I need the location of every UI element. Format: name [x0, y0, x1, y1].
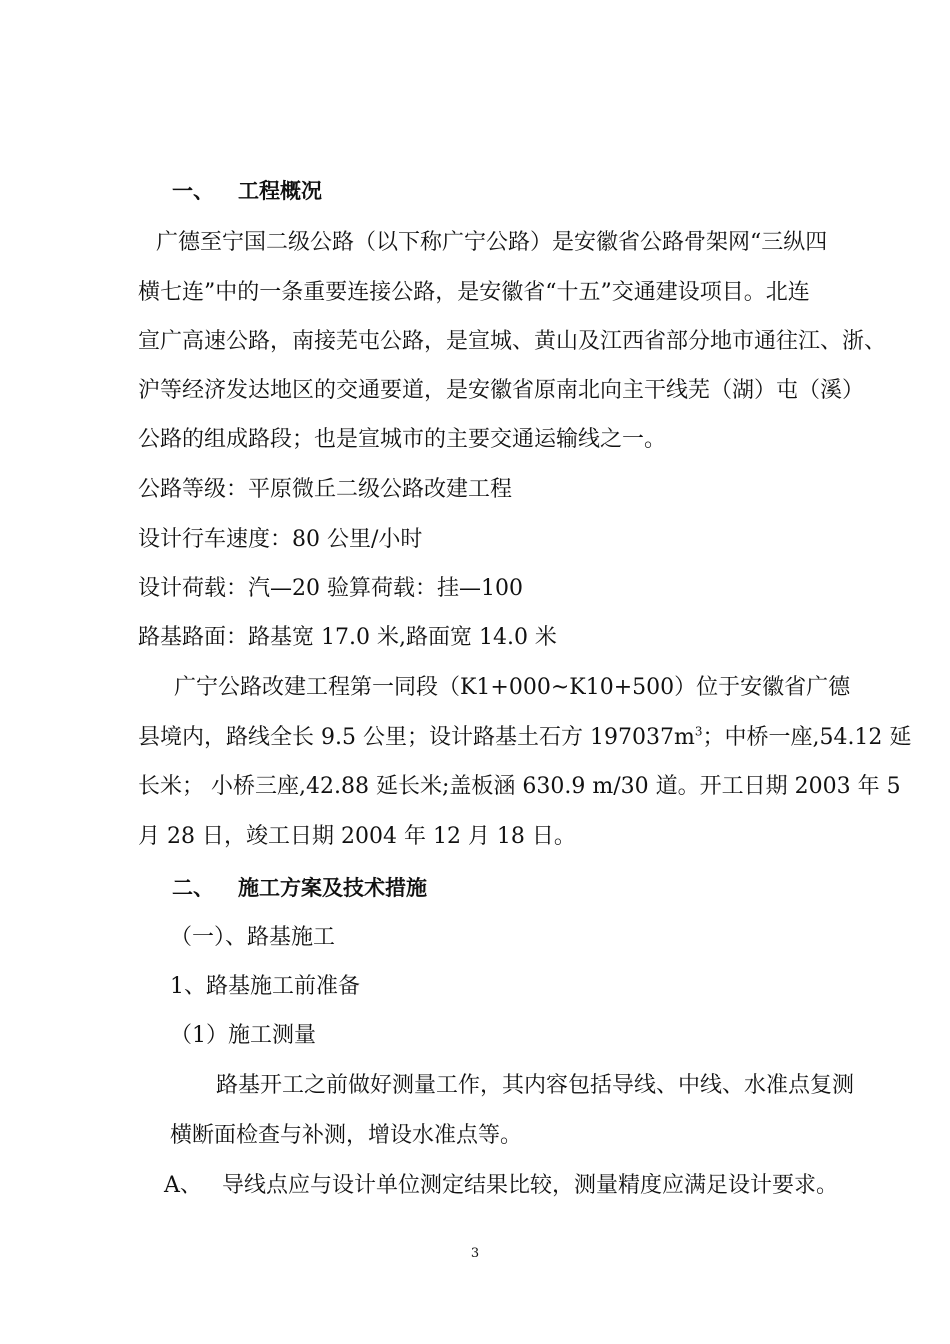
text-segment: ；中桥一座,54.12 延 — [702, 725, 912, 750]
paragraph-line: 月 28 日，竣工日期 2004 年 12 月 18 日。 — [138, 824, 576, 849]
spec-line: 公路等级：平原微丘二级公路改建工程 — [138, 477, 513, 502]
section-title: 工程概况 — [238, 179, 322, 203]
paragraph-line: 广宁公路改建工程第一同段（K1+000~K10+500）位于安徽省广德 — [174, 675, 851, 700]
subheading: （一）、路基施工 — [170, 925, 336, 950]
page-number: 3 — [470, 1246, 480, 1261]
paragraph-line: 广德至宁国二级公路（以下称广宁公路）是安徽省公路骨架网“三纵四 — [156, 230, 828, 255]
paragraph-line: 沪等经济发达地区的交通要道，是安徽省原南北向主干线芜（湖）屯（溪） — [138, 378, 865, 403]
superscript: 3 — [694, 724, 703, 739]
spec-line: 设计荷载：汽—20 验算荷载：挂—100 — [138, 576, 523, 601]
paragraph-line: 长米； 小桥三座,42.88 延长米;盖板涵 630.9 m/30 道。开工日期 2003 年 5 — [138, 774, 901, 799]
subheading: 1、路基施工前准备 — [170, 974, 360, 999]
list-item-text: 导线点应与设计单位测定结果比较，测量精度应满足设计要求。 — [222, 1173, 839, 1198]
paragraph-line: 横断面检查与补测，增设水准点等。 — [170, 1123, 523, 1148]
subheading: （1）施工测量 — [170, 1023, 316, 1048]
section-title: 施工方案及技术措施 — [238, 876, 427, 900]
paragraph-line — [138, 723, 911, 753]
paragraph-line: 路基开工之前做好测量工作，其内容包括导线、中线、水准点复测 — [216, 1073, 855, 1098]
paragraph-line: 公路的组成路段；也是宣城市的主要交通运输线之一。 — [138, 427, 667, 452]
spec-line: 设计行车速度：80 公里/小时 — [138, 527, 423, 552]
section-number: 一、 — [172, 179, 214, 203]
paragraph-line: 横七连”中的一条重要连接公路，是安徽省“十五”交通建设项目。北连 — [138, 280, 810, 305]
list-item-label: A、 — [164, 1173, 202, 1198]
spec-line: 路基路面：路基宽 17.0 米,路面宽 14.0 米 — [138, 625, 557, 650]
text-segment: 县境内，路线全长 9.5 公里；设计路基土石方 197037m — [138, 725, 695, 750]
paragraph-line: 宣广高速公路，南接芜屯公路，是宣城、黄山及江西省部分地市通往江、浙、 — [138, 329, 887, 354]
section-number: 二、 — [172, 876, 214, 900]
